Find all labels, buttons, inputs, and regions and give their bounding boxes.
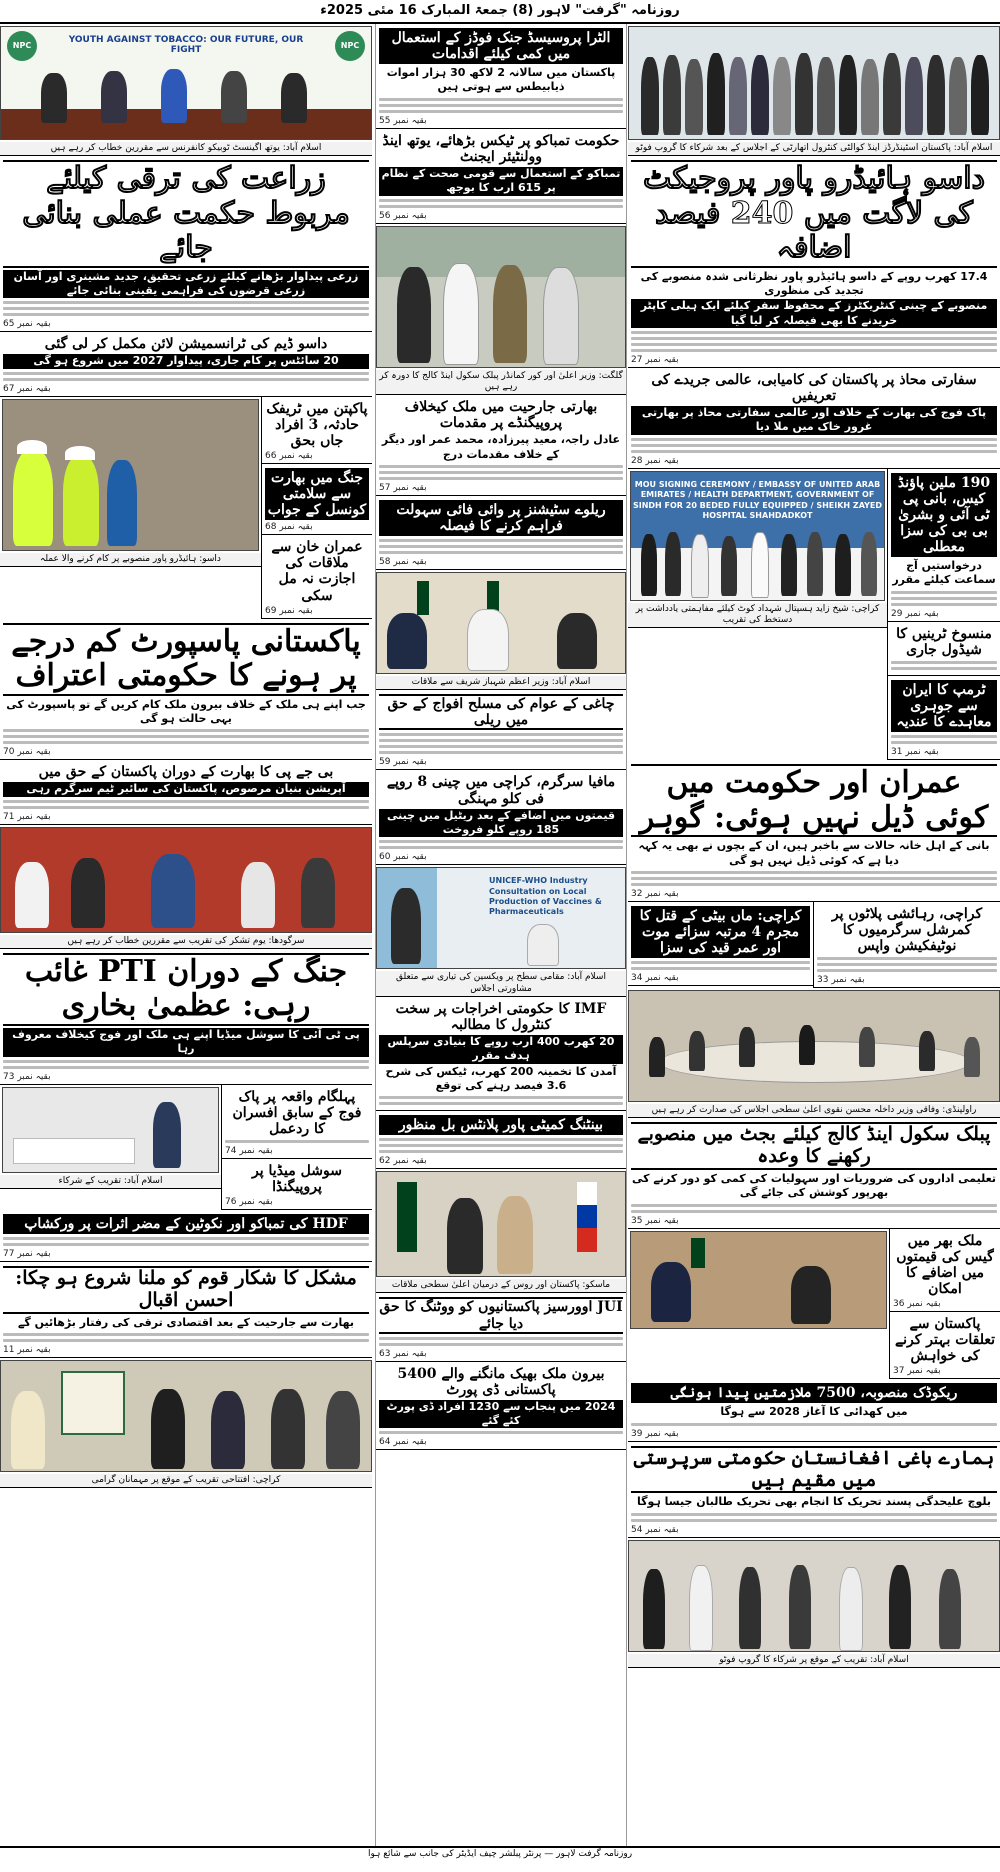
headline: حکومت تمباکو پر ٹیکس بڑھائے، یوتھ اینڈ وولنٹیئر ایجنٹ xyxy=(382,132,620,165)
story-body xyxy=(3,372,369,381)
headline: مشکل کا شکار قوم کو ملنا شروع ہو چکا: احسن اقبال xyxy=(3,1266,369,1314)
subheadline: پاکستان میں سالانہ 2 لاکھ 30 ہزار اموات ذیابیطس سے ہوتی ہیں xyxy=(386,66,616,94)
continuation: بقیہ نمبر 57 xyxy=(379,482,427,493)
npc-logo-icon: NPC xyxy=(335,31,365,61)
continuation: بقیہ نمبر 55 xyxy=(379,115,427,126)
story xyxy=(376,1111,626,1169)
mou-banner: MOU SIGNING CEREMONY / EMBASSY OF UNITED ARAB EMIRATES / HEALTH DEPARTMENT, GOVERNMENT OF SINDH FOR 20 BEDED FULLY EQUIPPED / SHEIKH ZAYED HOSPITAL SHAHDADKOT xyxy=(632,479,883,520)
npc-logo-icon: NPC xyxy=(7,31,37,61)
headline: پاکستانی پاسپورٹ کم درجے پر ہونے کا حکومتی اعتراف xyxy=(3,623,369,696)
story-body xyxy=(631,1513,997,1522)
headline: چاغی کے عوام کی مسلح افواج کے حق میں ریلی xyxy=(379,694,623,730)
pakistan-russia-photo xyxy=(376,1171,626,1277)
story xyxy=(888,676,1000,760)
story xyxy=(0,760,372,824)
continuation: بقیہ نمبر 59 xyxy=(379,757,427,768)
story xyxy=(376,1362,626,1451)
story-body xyxy=(3,1237,369,1246)
vaccine-consultation-photo xyxy=(376,867,626,969)
headline: عمران اور حکومت میں کوئی ڈیل نہیں ہوئی: گوہر xyxy=(631,764,997,837)
photo-caption: اسلام آباد: مقامی سطح پر ویکسین کی تیاری سے متعلق مشاورتی اجلاس xyxy=(376,971,626,997)
photo-caption: داسو: ہائیڈرو پاور منصوبے پر کام کرنے والا عملہ xyxy=(0,553,261,567)
headline: JUI اوورسیز پاکستانیوں کو ووٹنگ کا حق دیا جائے xyxy=(379,1297,623,1333)
story-body xyxy=(631,1204,997,1213)
photo-caption: اسلام آباد: یوتھ اگینسٹ ٹوبیکو کانفرنس سے مقررین خطاب کر رہے ہیں xyxy=(0,142,372,156)
story xyxy=(628,1379,1000,1441)
continuation: بقیہ نمبر 67 xyxy=(3,383,51,394)
lead-subheadline: زرعی پیداوار بڑھانے کیلئے زرعی تحقیق، جدید مشینری اور آسان زرعی قرضوں کی فراہمی یقینی بنائی جائے xyxy=(3,270,369,299)
center-column xyxy=(375,24,627,1846)
story xyxy=(628,368,1000,469)
headline: پاکستان سے تعلقات بہتر کرنے کی خواہش xyxy=(894,1316,996,1365)
continuation: بقیہ نمبر 63 xyxy=(379,1348,427,1359)
story xyxy=(262,535,372,618)
headline: ملک بھر میں گیس کی قیمتوں میں اضافے کا امکان xyxy=(896,1232,994,1297)
continuation: بقیہ نمبر 31 xyxy=(891,747,939,758)
story-body xyxy=(817,957,997,972)
subheadline: بلوچ علیحدگی پسند تحریک کا انجام بھی تحریک طالبان جیسا ہوگا xyxy=(636,1495,992,1509)
headline: بھارتی جارحیت میں ملک کیخلاف پروپیگنڈے پر مقدمات xyxy=(404,399,598,432)
story-body xyxy=(379,199,623,208)
group-photo xyxy=(628,26,1000,140)
lead-headline: زراعت کی ترقی کیلئے مربوط حکمت عملی بنائی جائے xyxy=(3,160,369,268)
story-body xyxy=(631,331,997,352)
headline: پاکپتن میں ٹریفک حادثہ، 3 افراد جاں بحق xyxy=(266,400,368,449)
story-body xyxy=(3,729,369,744)
mou-signing-photo xyxy=(630,471,885,601)
subheadline: آپریشن بنیان مرصوص، پاکستان کی سائبر ٹیم سرگرم رہی xyxy=(3,782,369,796)
story-body xyxy=(379,1337,623,1346)
story-body xyxy=(379,1096,623,1105)
continuation: بقیہ نمبر 62 xyxy=(379,1156,427,1167)
subheadline: بانی کے اہل خانہ حالات سے باخبر ہیں، ان کے بچوں نے بھی یہ کہہ دیا ہے کہ کوئی ڈیل نہیں ہو گی xyxy=(638,839,990,867)
continuation: بقیہ نمبر 27 xyxy=(631,354,679,365)
story-body xyxy=(379,1431,623,1434)
event-group-photo xyxy=(628,1540,1000,1652)
lead-subheadline: 17.4 کھرب روپے کے داسو ہائیڈرو پاور نظرثانی شدہ منصوبے کی تجدید کی منظوری xyxy=(640,269,988,298)
headline: منسوخ ٹرینیں کا شیڈول جاری xyxy=(896,625,992,658)
story xyxy=(222,1159,372,1210)
continuation: بقیہ نمبر 56 xyxy=(379,210,427,221)
story xyxy=(376,770,626,865)
story xyxy=(628,902,813,986)
seminar-photo xyxy=(2,1087,219,1173)
subheadline: 2024 میں پنجاب سے 1230 افراد ڈی پورٹ کئے گئے xyxy=(379,1400,623,1429)
officials-meeting-photo xyxy=(630,1231,887,1329)
lead-story xyxy=(0,156,372,332)
flag-icon xyxy=(691,1238,705,1268)
lead-headline: داسو ہائیڈرو پاور پروجیکٹ کی لاگت میں 240 فیصد اضافہ xyxy=(631,160,997,268)
continuation: بقیہ نمبر 73 xyxy=(3,1071,51,1082)
headline: جنگ میں بھارت سے سلامتی کونسل کے جواب xyxy=(265,468,369,520)
continuation: بقیہ نمبر 66 xyxy=(265,451,313,462)
photo-caption: اسلام آباد: پاکستان اسٹینڈرڈز اینڈ کوالٹی کنٹرول اتھارٹی کے اجلاس کے بعد شرکاء کا گروپ فوٹو xyxy=(628,142,1000,156)
story-body xyxy=(891,661,997,670)
story-body xyxy=(3,800,369,809)
story xyxy=(628,1118,1000,1228)
story xyxy=(376,24,626,129)
visit-photo xyxy=(376,226,626,368)
headline: سفارتی محاذ پر پاکستان کی کامیابی، عالمی جریدے کی تعریفیں xyxy=(651,371,977,405)
story-body xyxy=(379,98,623,113)
story-body xyxy=(379,840,623,849)
pm-meeting-photo xyxy=(376,572,626,674)
subheadline: قیمتوں میں اضافے کے بعد ریٹیل میں چینی 185 روپے کلو فروخت xyxy=(379,809,623,838)
dam-workers-photo xyxy=(2,399,259,551)
story-body xyxy=(631,438,997,453)
continuation: بقیہ نمبر 74 xyxy=(225,1145,273,1156)
meeting-photo xyxy=(628,990,1000,1102)
subheadline-2: آمدن کا تخمینہ 200 کھرب، ٹیکس کی شرح 3.6 فیصد رہنے کی توقع xyxy=(385,1064,617,1092)
continuation: بقیہ نمبر 36 xyxy=(893,1299,941,1310)
headline: کراچی: ماں بیٹی کے قتل کا مجرم 4 مرتبہ سزائے موت اور عمر قید کی سزا xyxy=(631,906,810,958)
headline: الٹرا پروسیسڈ جنک فوڈز کے استعمال میں کمی کیلئے اقدامات xyxy=(379,28,623,64)
subheadline: عادل راجہ، معید پیرزادہ، محمد عمر اور دیگر کے خلاف مقدمات درج xyxy=(381,433,621,461)
continuation: بقیہ نمبر 58 xyxy=(379,557,427,568)
subheadline: بھارت سے جارحیت کے بعد اقتصادی ترقی کی رفتار بڑھائیں گے xyxy=(17,1315,355,1329)
ceremony-photo xyxy=(0,827,372,933)
story xyxy=(0,1262,372,1358)
continuation: بقیہ نمبر 35 xyxy=(631,1215,679,1226)
story xyxy=(0,1210,372,1262)
headline: ریلوے سٹیشنز پر وائی فائی سہولت فراہم کرنے کا فیصلہ xyxy=(379,500,623,536)
subheadline: تعلیمی اداروں کی ضروریات اور سہولیات کی کمی کو دور کرنے کی بھرپور کوشش کی جائے گی xyxy=(632,1172,996,1200)
photo-caption: کراچی: افتتاحی تقریب کے موقع پر مہمانان گرامی xyxy=(0,1474,372,1488)
continuation: بقیہ نمبر 77 xyxy=(3,1249,51,1260)
story xyxy=(888,622,1000,676)
headline: پبلک سکول اینڈ کالج کیلئے بجٹ میں منصوبے رکھنے کا وعدہ xyxy=(631,1122,997,1170)
continuation: بقیہ نمبر 60 xyxy=(379,852,427,863)
continuation: بقیہ نمبر 37 xyxy=(893,1366,941,1377)
story-body xyxy=(3,1060,369,1069)
story xyxy=(376,997,626,1111)
conference-photo xyxy=(0,26,372,140)
continuation: بقیہ نمبر 65 xyxy=(3,319,51,330)
photo-caption: ماسکو: پاکستان اور روس کے درمیان اعلیٰ سطحی ملاقات xyxy=(376,1279,626,1293)
flag-icon xyxy=(577,1182,597,1252)
photo-caption: اسلام آباد: تقریب کے موقع پر شرکاء کا گروپ فوٹو xyxy=(628,1654,1000,1668)
flag-icon xyxy=(417,581,429,615)
headline: مافیا سرگرم، کراچی میں چینی 8 روپے فی کلو مہنگی xyxy=(386,774,616,807)
continuation: بقیہ نمبر 76 xyxy=(225,1196,273,1207)
headline: کراچی، رہائشی پلاٹوں پر کمرشل سرگرمیوں کا نوٹیفکیشن واپس xyxy=(831,905,983,955)
continuation: بقیہ نمبر 71 xyxy=(3,811,51,822)
story-body xyxy=(891,591,997,606)
story xyxy=(628,760,1000,902)
lead-subheadline-2: منصوبے کے چینی کنٹریکٹرز کے محفوظ سفر کیلئے ایک ہیلی کاپٹر خریدنے کا بھی فیصلہ کر لیا گیا xyxy=(631,299,997,328)
story xyxy=(0,332,372,396)
photo-caption: گلگت: وزیر اعلیٰ اور کور کمانڈر پبلک سکول اینڈ کالج کا دورہ کر رہے ہیں xyxy=(376,370,626,396)
continuation: بقیہ نمبر 68 xyxy=(265,522,313,533)
story xyxy=(890,1229,1000,1312)
unicef-banner: UNICEF-WHO Industry Consultation on Local Production of Vaccines & Pharmaceuticals xyxy=(489,876,602,917)
continuation: بقیہ نمبر 33 xyxy=(817,975,865,986)
subheadline: 20 کھرب 400 ارب روپے کا بنیادی سرپلس ہدف مقرر xyxy=(379,1035,623,1064)
headline: 190 ملین پاؤنڈ کیس، بانی پی ٹی آئی و بشریٰ بی بی کی سزا معطلی xyxy=(891,473,997,557)
continuation: بقیہ نمبر 69 xyxy=(265,605,313,616)
subheadline: 20 سائٹس پر کام جاری، پیداوار 2027 میں شروع ہو گی xyxy=(3,354,369,368)
story-body xyxy=(225,1140,369,1143)
headline: پہلگام واقعہ پر پاک فوج کے سابق افسران کا ردعمل xyxy=(232,1088,362,1137)
inauguration-photo xyxy=(0,1360,372,1472)
story xyxy=(376,1293,626,1361)
continuation: بقیہ نمبر 64 xyxy=(379,1437,427,1448)
story xyxy=(376,395,626,496)
story xyxy=(0,949,372,1085)
story xyxy=(262,397,372,464)
continuation: بقیہ نمبر 32 xyxy=(631,888,679,899)
headline: ریکوڈک منصوبہ، 7500 ملازمتیں پیدا ہونگی xyxy=(631,1383,997,1403)
subheadline: تمباکو کے استعمال سے قومی صحت کے نظام پر 615 ارب کا بوجھ xyxy=(379,167,623,196)
headline: بیرون ملک بھیک مانگنے والے 5400 پاکستانی ڈی پورٹ xyxy=(397,1365,605,1398)
photo-caption: سرگودھا: یوم تشکر کی تقریب سے مقررین خطاب کر رہے ہیں xyxy=(0,935,372,949)
story-body xyxy=(631,1423,997,1426)
story xyxy=(890,1312,1000,1379)
headline: داسو ڈیم کی ٹرانسمیشن لائن مکمل کر لی گئی xyxy=(44,336,328,353)
continuation: بقیہ نمبر 11 xyxy=(3,1345,51,1356)
footer-imprint: روزنامہ گرفت لاہور — پرنٹر پبلشر چیف ایڈیٹر کی جانب سے شائع ہوا xyxy=(0,1846,1000,1872)
photo-caption: راولپنڈی: وفاقی وزیر داخلہ محسن نقوی اعلیٰ سطحی اجلاس کی صدارت کر رہے ہیں xyxy=(628,1104,1000,1118)
subheadline: پی ٹی آئی کا سوشل میڈیا اپنے ہی ملک اور فوج کیخلاف معروف رہا xyxy=(3,1028,369,1057)
story xyxy=(376,690,626,770)
headline: ٹرمپ کا ایران سے جوہری معاہدے کا عندیہ xyxy=(891,680,997,732)
story-body xyxy=(379,733,623,754)
story xyxy=(0,619,372,761)
story-body xyxy=(891,735,997,744)
story-body xyxy=(3,301,369,316)
subheadline: میں کھدائی کا آغاز 2028 سے ہوگا xyxy=(720,1405,908,1419)
photo-caption: اسلام آباد: وزیر اعظم شہباز شریف سے ملاقات xyxy=(376,676,626,690)
story-body xyxy=(631,961,810,970)
story xyxy=(262,464,372,535)
headline: عمران خان سے ملاقات کی اجازت نہ مل سکی xyxy=(271,539,363,604)
story-body xyxy=(379,539,623,554)
continuation: بقیہ نمبر 34 xyxy=(631,973,679,984)
story xyxy=(376,129,626,224)
story xyxy=(628,1442,1000,1538)
headline: IMF کا حکومتی اخراجات پر سخت کنٹرول کا مطالبہ xyxy=(395,1000,607,1033)
story-body xyxy=(3,1333,369,1342)
story-body xyxy=(379,465,623,480)
left-column xyxy=(0,24,372,1846)
photo-caption: اسلام آباد: تقریب کے شرکاء xyxy=(0,1175,221,1189)
subheadline: جب اپنے ہی ملک کے خلاف بیرون ملک کام کریں گے تو پاسپورٹ کی یہی حالت ہو گی xyxy=(6,697,366,725)
headline: ہمارے باغی افغانستان حکومتی سرپرستی میں مقیم ہیں xyxy=(631,1446,997,1494)
continuation: بقیہ نمبر 70 xyxy=(3,747,51,758)
story xyxy=(814,902,1000,988)
story xyxy=(888,469,1000,622)
story xyxy=(376,496,626,570)
lead-story xyxy=(628,156,1000,368)
headline: سوشل میڈیا پر پروپیگنڈا xyxy=(252,1162,342,1195)
headline: بینٹنگ کمیٹی پاور پلانٹس بل منظور xyxy=(379,1115,623,1135)
masthead: روزنامہ "گرفت" لاہور (8) جمعۃ المبارک 16 مئی 2025ء xyxy=(0,0,1000,24)
headline: بی جے پی کا بھارت کے دوران پاکستان کے حق میں xyxy=(38,764,334,781)
subheadline: پاک فوج کی بھارت کے خلاف اور عالمی سفارتی محاذ پر بھارتی غرور خاک میں ملا دیا xyxy=(631,406,997,435)
story xyxy=(222,1085,372,1159)
tobacco-banner: YOUTH AGAINST TOBACCO: OUR FUTURE, OUR FIGHT xyxy=(68,35,304,55)
continuation: بقیہ نمبر 28 xyxy=(631,455,679,466)
headline: HDF کی تمباکو اور نکوٹین کے مضر اثرات پر ورکشاپ xyxy=(3,1214,369,1234)
continuation: بقیہ نمبر 39 xyxy=(631,1428,679,1439)
continuation: بقیہ نمبر 54 xyxy=(631,1524,679,1535)
continuation: بقیہ نمبر 29 xyxy=(891,608,939,619)
subheadline: درخواستیں آج سماعت کیلئے مقرر xyxy=(892,559,996,587)
story-body xyxy=(379,1138,623,1153)
headline: جنگ کے دوران PTI غائب رہی: عظمیٰ بخاری xyxy=(3,953,369,1026)
photo-caption: کراچی: شیخ زاید ہسپتال شہداد کوٹ کیلئے مفاہمتی یادداشت پر دستخط کی تقریب xyxy=(628,603,887,629)
flag-icon xyxy=(397,1182,417,1252)
right-column xyxy=(628,24,1000,1846)
story-body xyxy=(631,871,997,886)
